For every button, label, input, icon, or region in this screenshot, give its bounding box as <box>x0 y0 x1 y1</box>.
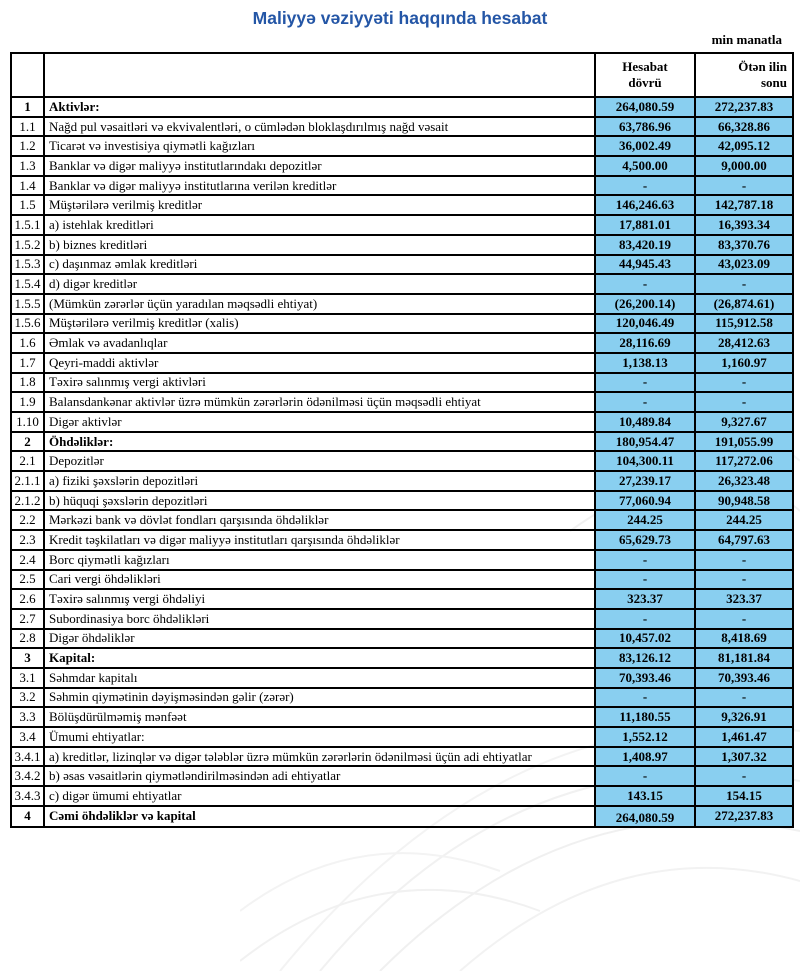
row-index: 1.5.3 <box>11 255 44 275</box>
value-prior-year: 115,912.58 <box>695 314 793 334</box>
value-prior-year: 117,272.06 <box>695 451 793 471</box>
value-current-period: - <box>595 550 695 570</box>
table-row <box>11 550 793 570</box>
value-current-period: 4,500.00 <box>595 156 695 176</box>
row-index: 4 <box>11 806 44 827</box>
value-prior-year: 9,326.91 <box>695 707 793 727</box>
value-current-period: 1,408.97 <box>595 747 695 767</box>
value-current-period: - <box>595 373 695 393</box>
value-prior-year: - <box>695 392 793 412</box>
row-index: 2.7 <box>11 609 44 629</box>
value-prior-year: 83,370.76 <box>695 235 793 255</box>
value-prior-year: - <box>695 688 793 708</box>
value-current-period: 65,629.73 <box>595 530 695 550</box>
row-index: 1.10 <box>11 412 44 432</box>
value-current-period: - <box>595 176 695 196</box>
value-prior-year: - <box>695 766 793 786</box>
value-current-period: 44,945.43 <box>595 255 695 275</box>
row-index: 1.4 <box>11 176 44 196</box>
value-prior-year: 1,160.97 <box>695 353 793 373</box>
value-current-period: 27,239.17 <box>595 471 695 491</box>
value-prior-year: - <box>695 274 793 294</box>
table-row <box>11 629 793 649</box>
table-row <box>11 274 793 294</box>
value-prior-year: 191,055.99 <box>695 432 793 452</box>
row-label: b) əsas vəsaitlərin qiymətləndirilməsindən adi ehtiyatlar <box>44 766 595 786</box>
table-body <box>11 97 793 827</box>
table-row <box>11 156 793 176</box>
value-current-period: 77,060.94 <box>595 491 695 511</box>
value-current-period: 28,116.69 <box>595 333 695 353</box>
value-prior-year: 244.25 <box>695 510 793 530</box>
row-index: 1.5.1 <box>11 215 44 235</box>
row-label: Depozitlər <box>44 451 595 471</box>
value-prior-year: 272,237.83 <box>695 97 793 117</box>
row-index: 2 <box>11 432 44 452</box>
row-index: 1.1 <box>11 117 44 137</box>
row-label: Borc qiymətli kağızları <box>44 550 595 570</box>
row-index: 3.4.3 <box>11 786 44 806</box>
row-index: 3.3 <box>11 707 44 727</box>
value-prior-year: - <box>695 176 793 196</box>
header-current-period: Hesabat dövrü <box>595 53 695 97</box>
value-current-period: 264,080.59 <box>595 806 695 827</box>
row-index: 3 <box>11 648 44 668</box>
value-current-period: - <box>595 688 695 708</box>
row-label: a) istehlak kreditləri <box>44 215 595 235</box>
value-prior-year: 90,948.58 <box>695 491 793 511</box>
page-title: Maliyyə vəziyyəti haqqında hesabat <box>252 8 548 28</box>
value-prior-year: 142,787.18 <box>695 195 793 215</box>
table-row <box>11 727 793 747</box>
row-index: 2.8 <box>11 629 44 649</box>
value-current-period: 1,552.12 <box>595 727 695 747</box>
value-prior-year: 81,181.84 <box>695 648 793 668</box>
table-row <box>11 668 793 688</box>
row-label: Subordinasiya borc öhdəlikləri <box>44 609 595 629</box>
value-prior-year: 42,095.12 <box>695 136 793 156</box>
value-current-period: 143.15 <box>595 786 695 806</box>
table-row <box>11 530 793 550</box>
table-row <box>11 786 793 806</box>
row-label: a) fiziki şəxslərin depozitləri <box>44 471 595 491</box>
table-row <box>11 136 793 156</box>
row-label: Kapital: <box>44 648 595 668</box>
table-row <box>11 806 793 827</box>
table-row <box>11 471 793 491</box>
row-index: 2.1 <box>11 451 44 471</box>
row-label: Əmlak və avadanlıqlar <box>44 333 595 353</box>
row-label: Banklar və digər maliyyə institutlarına verilən kreditlər <box>44 176 595 196</box>
row-index: 2.1.2 <box>11 491 44 511</box>
row-label: b) biznes kreditləri <box>44 235 595 255</box>
value-prior-year: 154.15 <box>695 786 793 806</box>
value-current-period: 146,246.63 <box>595 195 695 215</box>
row-label: Ticarət və investisiya qiymətli kağızları <box>44 136 595 156</box>
value-prior-year: 64,797.63 <box>695 530 793 550</box>
row-label: Cəmi öhdəliklər və kapital <box>44 806 595 827</box>
row-label: Digər aktivlər <box>44 412 595 432</box>
row-index: 1.3 <box>11 156 44 176</box>
table-row <box>11 747 793 767</box>
value-prior-year: 9,000.00 <box>695 156 793 176</box>
table-row <box>11 589 793 609</box>
table-row <box>11 648 793 668</box>
table-row <box>11 176 793 196</box>
unit-note: min manatla <box>711 32 782 47</box>
table-row <box>11 688 793 708</box>
row-index: 2.3 <box>11 530 44 550</box>
value-prior-year: 1,307.32 <box>695 747 793 767</box>
financial-position-table <box>10 52 794 828</box>
value-current-period: 104,300.11 <box>595 451 695 471</box>
row-label: Digər öhdəliklər <box>44 629 595 649</box>
value-prior-year: 16,393.34 <box>695 215 793 235</box>
value-current-period: 10,457.02 <box>595 629 695 649</box>
value-current-period: 323.37 <box>595 589 695 609</box>
row-index: 1.2 <box>11 136 44 156</box>
row-index: 2.6 <box>11 589 44 609</box>
table-row <box>11 570 793 590</box>
value-prior-year: - <box>695 609 793 629</box>
value-current-period: 17,881.01 <box>595 215 695 235</box>
row-label: Banklar və digər maliyyə institutlarındakı depozitlər <box>44 156 595 176</box>
value-prior-year: 1,461.47 <box>695 727 793 747</box>
value-current-period: 180,954.47 <box>595 432 695 452</box>
table-row <box>11 353 793 373</box>
row-label: Bölüşdürülməmiş mənfəət <box>44 707 595 727</box>
value-current-period: - <box>595 766 695 786</box>
value-current-period: 63,786.96 <box>595 117 695 137</box>
row-index: 1.9 <box>11 392 44 412</box>
table-row <box>11 766 793 786</box>
row-label: Öhdəliklər: <box>44 432 595 452</box>
row-label: c) digər ümumi ehtiyatlar <box>44 786 595 806</box>
row-index: 3.4 <box>11 727 44 747</box>
table-row <box>11 392 793 412</box>
row-label: Qeyri-maddi aktivlər <box>44 353 595 373</box>
value-prior-year: 8,418.69 <box>695 629 793 649</box>
row-index: 1 <box>11 97 44 117</box>
value-prior-year: (26,874.61) <box>695 294 793 314</box>
value-prior-year: - <box>695 570 793 590</box>
header-prior-year-end: Ötən ilin sonu <box>695 53 793 97</box>
row-label: Səhmdar kapitalı <box>44 668 595 688</box>
value-current-period: 244.25 <box>595 510 695 530</box>
row-label: Nağd pul vəsaitləri və ekvivalentləri, o cümlədən bloklaşdırılmış nağd vəsait <box>44 117 595 137</box>
row-label: Kredit təşkilatları və digər maliyyə institutları qarşısında öhdəliklər <box>44 530 595 550</box>
table-row <box>11 373 793 393</box>
row-index: 1.5.2 <box>11 235 44 255</box>
value-prior-year: 43,023.09 <box>695 255 793 275</box>
table-row <box>11 314 793 334</box>
table-row <box>11 707 793 727</box>
table-row <box>11 432 793 452</box>
row-label: Balansdankənar aktivlər üzrə mümkün zərərlərin ödənilməsi üçün məqsədli ehtiyat <box>44 392 595 412</box>
table-row <box>11 412 793 432</box>
table-row <box>11 491 793 511</box>
row-label: Təxirə salınmış vergi öhdəliyi <box>44 589 595 609</box>
value-current-period: 10,489.84 <box>595 412 695 432</box>
row-label: Təxirə salınmış vergi aktivləri <box>44 373 595 393</box>
row-index: 1.7 <box>11 353 44 373</box>
header-row <box>11 53 793 97</box>
row-label: Səhmin qiymətinin dəyişməsindən gəlir (zərər) <box>44 688 595 708</box>
value-prior-year: 28,412.63 <box>695 333 793 353</box>
row-index: 1.5.4 <box>11 274 44 294</box>
row-index: 1.5.6 <box>11 314 44 334</box>
row-index: 1.8 <box>11 373 44 393</box>
table-row <box>11 333 793 353</box>
row-index: 2.2 <box>11 510 44 530</box>
row-label: a) kreditlər, lizinqlər və digər tələblər üzrə mümkün zərərlərin ödənilməsi üçün adi ehtiyatlar <box>44 747 595 767</box>
table-row <box>11 510 793 530</box>
table-row <box>11 195 793 215</box>
row-label: Cari vergi öhdəlikləri <box>44 570 595 590</box>
value-prior-year: 70,393.46 <box>695 668 793 688</box>
value-current-period: 11,180.55 <box>595 707 695 727</box>
row-index: 1.5 <box>11 195 44 215</box>
row-index: 3.2 <box>11 688 44 708</box>
row-label: b) hüquqi şəxslərin depozitləri <box>44 491 595 511</box>
value-current-period: 36,002.49 <box>595 136 695 156</box>
value-current-period: 264,080.59 <box>595 97 695 117</box>
row-index: 2.4 <box>11 550 44 570</box>
table-row <box>11 255 793 275</box>
value-prior-year: 323.37 <box>695 589 793 609</box>
row-label: d) digər kreditlər <box>44 274 595 294</box>
row-label: Mərkəzi bank və dövlət fondları qarşısında öhdəliklər <box>44 510 595 530</box>
row-label: c) daşınmaz əmlak kreditləri <box>44 255 595 275</box>
value-prior-year: 272,237.83 <box>695 806 793 827</box>
table-row <box>11 451 793 471</box>
value-prior-year: - <box>695 550 793 570</box>
table-row <box>11 215 793 235</box>
header-empty-description-cell <box>44 53 595 97</box>
value-current-period: 120,046.49 <box>595 314 695 334</box>
row-label: Müştərilərə verilmiş kreditlər (xalis) <box>44 314 595 334</box>
row-label: (Mümkün zərərlər üçün yaradılan məqsədli ehtiyat) <box>44 294 595 314</box>
table-row <box>11 294 793 314</box>
value-prior-year: - <box>695 373 793 393</box>
value-prior-year: 66,328.86 <box>695 117 793 137</box>
value-current-period: - <box>595 609 695 629</box>
value-prior-year: 26,323.48 <box>695 471 793 491</box>
value-current-period: - <box>595 392 695 412</box>
table-row <box>11 235 793 255</box>
value-current-period: 83,420.19 <box>595 235 695 255</box>
table-row <box>11 97 793 117</box>
row-index: 3.4.2 <box>11 766 44 786</box>
row-index: 3.1 <box>11 668 44 688</box>
value-current-period: 70,393.46 <box>595 668 695 688</box>
value-current-period: 83,126.12 <box>595 648 695 668</box>
row-index: 2.1.1 <box>11 471 44 491</box>
value-current-period: - <box>595 274 695 294</box>
row-index: 1.5.5 <box>11 294 44 314</box>
row-label: Ümumi ehtiyatlar: <box>44 727 595 747</box>
row-index: 2.5 <box>11 570 44 590</box>
row-index: 1.6 <box>11 333 44 353</box>
value-current-period: 1,138.13 <box>595 353 695 373</box>
row-label: Müştərilərə verilmiş kreditlər <box>44 195 595 215</box>
row-index: 3.4.1 <box>11 747 44 767</box>
table-row <box>11 117 793 137</box>
value-current-period: - <box>595 570 695 590</box>
row-label: Aktivlər: <box>44 97 595 117</box>
value-current-period: (26,200.14) <box>595 294 695 314</box>
table-row <box>11 609 793 629</box>
value-prior-year: 9,327.67 <box>695 412 793 432</box>
header-empty-number-cell <box>11 53 44 97</box>
